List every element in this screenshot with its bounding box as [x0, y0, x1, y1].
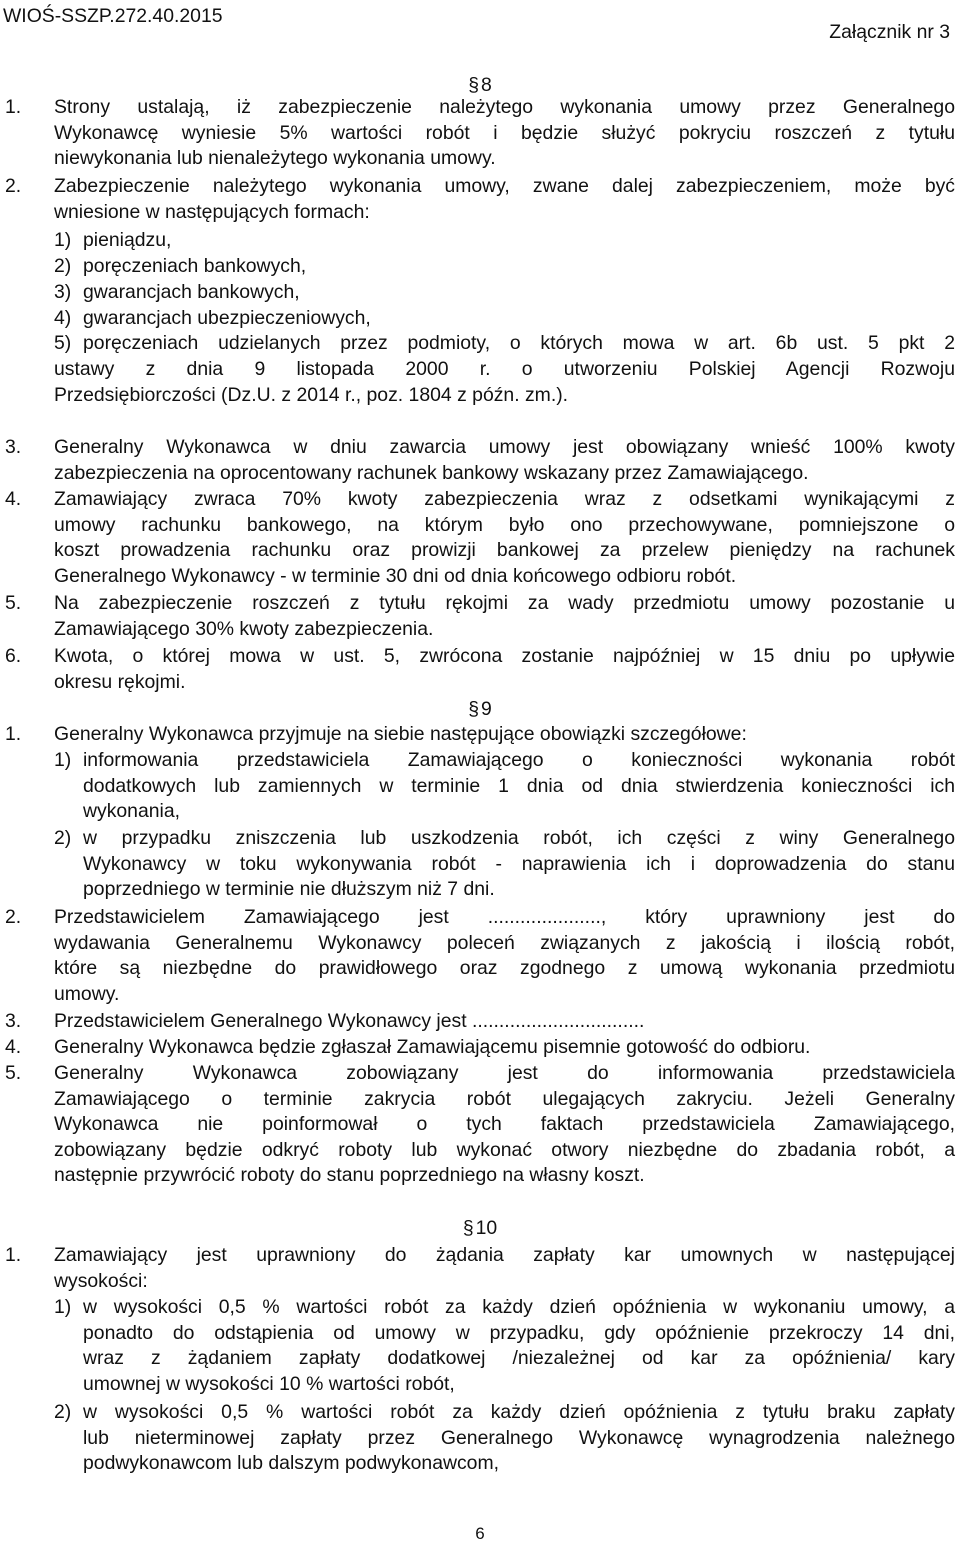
text-line: niewykonania lub nienależytego wykonania umowy.: [54, 147, 496, 170]
item-number: 1): [54, 229, 72, 251]
text-line: Wykonawcy w toku wykonywania robót - naprawienia ich i doprowadzenia do stanu: [83, 852, 955, 875]
item-number: 2): [54, 827, 72, 849]
text-line: zabezpieczenia na oprocentowany rachunek bankowy wskazany przez Zamawiającego.: [54, 461, 809, 484]
text-line: w wysokości 0,5 % wartości robót za każdy dzień opóźnienia w wykonaniu umowy, a: [83, 1296, 955, 1318]
text-line: Zabezpieczenie należytego wykonania umowy, zwane dalej zabezpieczeniem, może być: [54, 175, 955, 197]
paragraph-number: 5.: [5, 1062, 22, 1084]
text-line: umownej w wysokości 10 % wartości robót,: [83, 1372, 455, 1395]
text-line: Generalny Wykonawca będzie zgłaszał Zamawiającemu pisemnie gotowość do odbioru.: [54, 1036, 811, 1058]
text-line: informowania przedstawiciela Zamawiającego o konieczności wykonania robót: [83, 749, 955, 771]
text-line: okresu rękojmi.: [54, 670, 186, 693]
paragraph-number: 5.: [5, 592, 22, 614]
text-line: w przypadku zniszczenia lub uszkodzenia robót, ich części z winy Generalnego: [83, 827, 955, 849]
item-number: 1): [54, 1296, 72, 1318]
text-line: Przedstawicielem Generalnego Wykonawcy jest ................................: [54, 1010, 645, 1032]
text-line: Generalny Wykonawca przyjmuje na siebie następujące obowiązki szczegółowe:: [54, 723, 747, 745]
section-heading-9: [0, 697, 960, 722]
text-line: poręczeniach bankowych,: [83, 255, 307, 277]
text-line: zobowiązany będzie odkryć roboty lub wykonać otwory niezbędne do zbadania robót, a: [54, 1138, 955, 1161]
text-line: następnie przywrócić roboty do stanu poprzedniego na własny koszt.: [54, 1164, 645, 1187]
text-line: wraz z żądaniem zapłaty dodatkowej /niezależnej od kar za opóźnienia/ kary: [83, 1347, 955, 1370]
text-line: wykonania,: [83, 800, 181, 823]
text-line: lub nieterminowej zapłaty przez Generalnego Wykonawcę wynagrodzenia należnego: [83, 1426, 955, 1449]
item-number: 2): [54, 255, 72, 277]
text-line: Przedsiębiorczości (Dz.U. z 2014 r., poz. 1804 z późn. zm.).: [54, 383, 569, 406]
text-line: Generalny Wykonawca zobowiązany jest do informowania przedstawiciela: [54, 1062, 955, 1084]
text-line: Generalny Wykonawca w dniu zawarcia umowy jest obowiązany wnieść 100% kwoty: [54, 436, 955, 458]
paragraph-number: 2.: [5, 175, 22, 197]
section-number: 8: [481, 74, 492, 96]
text-line: wysokości:: [54, 1269, 148, 1292]
text-line: koszt prowadzenia rachunku oraz prowizji bankowej za przelew pieniędzy na rachunek: [54, 539, 955, 562]
paragraph-number: 1.: [5, 1244, 22, 1266]
paragraph-number: 1.: [5, 96, 22, 118]
section-mark: §: [468, 698, 479, 720]
page-number: 6: [475, 1524, 485, 1543]
section-number: 9: [481, 698, 492, 720]
text-line: umowy.: [54, 982, 120, 1005]
section-mark: §: [462, 1217, 474, 1239]
item-number: 5): [54, 332, 72, 354]
text-line: podwykonawcom lub dalszym podwykonawcom,: [83, 1452, 500, 1475]
annex-label: Załącznik nr 3: [829, 21, 950, 43]
text-line: Zamawiający zwraca 70% kwoty zabezpieczenia wraz z odsetkami wynikającymi z: [54, 488, 955, 510]
paragraph-number: 2.: [5, 906, 22, 928]
paragraph-number: 6.: [5, 645, 22, 667]
text-line: Wykonawcę wyniesie 5% wartości robót i będzie służyć pokryciu roszczeń z tytułu: [54, 121, 955, 144]
text-line: które są niezbędne do prawidłowego oraz zgodnego z umową wykonania przedmiotu: [54, 957, 955, 980]
text-line: Zamawiającego 30% kwoty zabezpieczenia.: [54, 617, 434, 640]
text-line: Strony ustalają, iż zabezpieczenie należytego wykonania umowy przez Generalnego: [54, 96, 955, 118]
text-line: Zamawiający jest uprawniony do żądania zapłaty kar umownych w następującej: [54, 1244, 955, 1266]
text-line: dodatkowych lub zamiennych w terminie 1 dnia od dnia stwierdzenia konieczności ich: [83, 774, 955, 797]
text-line: umowy rachunku bankowego, na którym było ono przechowywane, pomniejszone o: [54, 513, 955, 536]
text-line: wniesione w następujących formach:: [54, 200, 370, 223]
text-line: Zamawiającego o terminie zakrycia robót ulegających zakryciu. Jeżeli Generalny: [54, 1087, 955, 1110]
section-mark: §: [468, 74, 479, 96]
text-line: Wykonawca nie poinformował o tych faktach przedstawiciela Zamawiającego,: [54, 1113, 955, 1136]
text-line: w wysokości 0,5 % wartości robót za każdy dzień opóźnienia z tytułu braku zapłaty: [83, 1401, 955, 1423]
text-line: Na zabezpieczenie roszczeń z tytułu rękojmi za wady przedmiotu umowy pozostanie u: [54, 592, 955, 614]
text-line: poprzedniego w terminie nie dłuższym niż 7 dni.: [83, 878, 495, 901]
text-line: pieniądzu,: [83, 229, 172, 251]
item-number: 3): [54, 281, 72, 303]
text-line: wydawania Generalnemu Wykonawcy poleceń związanych z jakością i ilością robót,: [54, 931, 955, 954]
document-reference-number: WIOŚ-SSZP.272.40.2015: [3, 5, 223, 27]
text-line: Generalnego Wykonawcy - w terminie 30 dni od dnia końcowego odbioru robót.: [54, 564, 737, 587]
text-line: poręczeniach udzielanych przez podmioty, o których mowa w art. 6b ust. 5 pkt 2: [83, 332, 955, 354]
text-line: Kwota, o której mowa w ust. 5, zwrócona zostanie najpóźniej w 15 dniu po upływie: [54, 645, 955, 667]
paragraph-number: 4.: [5, 1036, 22, 1058]
text-line: gwarancjach bankowych,: [83, 281, 300, 303]
item-number: 1): [54, 749, 72, 771]
item-number: 4): [54, 307, 72, 329]
text-line: ponadto do odstąpienia od umowy w przypadku, gdy opóźnienie przekroczy 14 dni,: [83, 1321, 955, 1344]
text-line: ustawy z dnia 9 listopada 2000 r. o utworzeniu Polskiej Agencji Rozwoju: [54, 358, 955, 380]
paragraph-number: 4.: [5, 488, 22, 510]
section-number: 10: [475, 1217, 498, 1239]
text-line: gwarancjach ubezpieczeniowych,: [83, 307, 371, 329]
paragraph-number: 1.: [5, 723, 22, 745]
paragraph-number: 3.: [5, 436, 22, 458]
text-line: Przedstawicielem Zamawiającego jest ....................., który uprawniony jest do: [54, 906, 955, 928]
section-heading-10: [0, 1216, 960, 1241]
item-number: 2): [54, 1401, 72, 1423]
paragraph-number: 3.: [5, 1010, 22, 1032]
